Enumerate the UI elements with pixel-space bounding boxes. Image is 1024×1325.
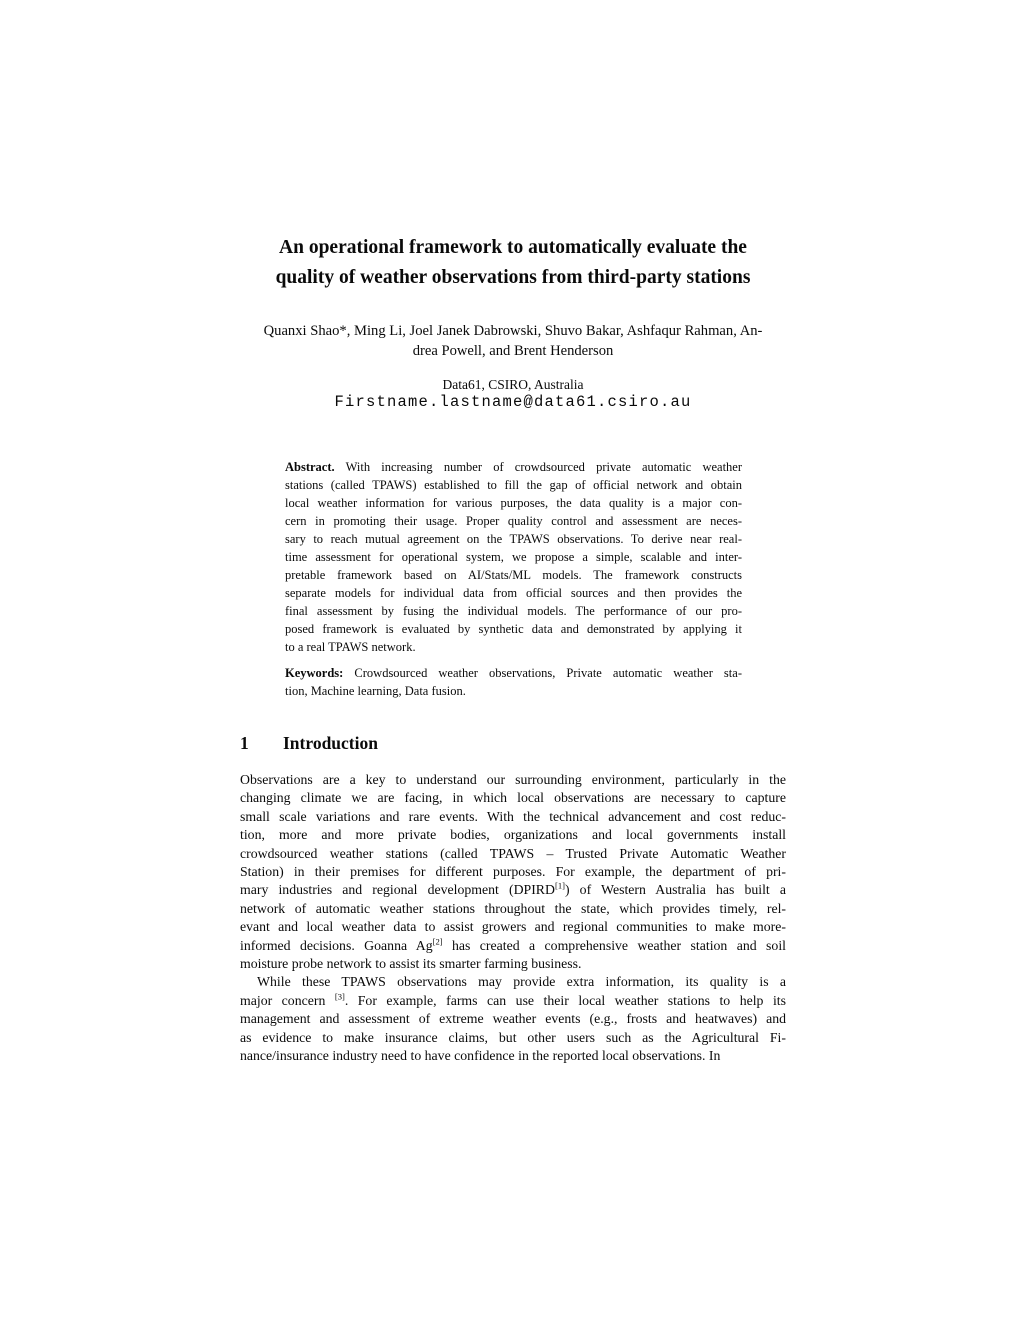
text-line: crowdsourced weather stations (called TPAWS – Trusted Private Automatic Weather (240, 845, 786, 861)
keywords (285, 664, 742, 700)
text-line: informed decisions. Goanna Ag[2] has created a comprehensive weather station and soil (240, 936, 786, 953)
affiliation: Data61, CSIRO, Australia (442, 377, 584, 392)
section-title: Introduction (283, 733, 378, 753)
text-line: as evidence to make insurance claims, but other users such as the Agricultural Fi- (240, 1029, 786, 1045)
text-line: final assessment by fusing the individual models. The performance of our pro- (285, 604, 742, 618)
text-line: separate models for individual data from official sources and then provides the (285, 586, 742, 600)
text-line: evant and local weather data to assist growers and regional communities to make more- (240, 919, 786, 935)
text-line: Observations are a key to understand our surrounding environment, particularly in the (240, 772, 786, 787)
text-line: small scale variations and rare events. With the technical advancement and cost reduc- (240, 808, 786, 824)
introduction-body (240, 771, 786, 1066)
text-line: Quanxi Shao*, Ming Li, Joel Janek Dabrowski, Shuvo Bakar, Ashfaqur Rahman, An- (263, 323, 763, 339)
text-line: Keywords: Crowdsourced weather observations, Private automatic weather sta- (285, 666, 742, 680)
text-line: An operational framework to automatically evaluate the (279, 237, 747, 258)
abstract (285, 458, 742, 656)
text-line: drea Powell, and Brent Henderson (412, 342, 614, 359)
text-line: mary industries and regional development (DPIRD[1]) of Western Australia has built a (240, 880, 786, 898)
text-line: changing climate we are facing, in which local observations are necessary to capture (240, 790, 786, 806)
text-line: tion, more and more private bodies, organizations and local governments install (240, 827, 786, 843)
text-line: posed framework is evaluated by synthetic data and demonstrated by applying it (285, 622, 742, 636)
text-line: While these TPAWS observations may provide extra information, its quality is a (257, 974, 786, 990)
paper-title (240, 233, 786, 293)
text-line: pretable framework based on AI/Stats/ML models. The framework constructs (285, 568, 742, 582)
text-line: quality of weather observations from third-party stations (275, 267, 751, 288)
text-line: sary to reach mutual agreement on the TPAWS observations. To derive near real- (285, 532, 742, 546)
text-line: management and assessment of extreme weather events (e.g., frosts and heatwaves) and (240, 1011, 786, 1027)
text-line: nance/insurance industry need to have confidence in the reported local observations. In (240, 1048, 721, 1064)
section-number: 1 (240, 733, 249, 753)
text-line: network of automatic weather stations throughout the state, which provides timely, rel- (240, 900, 786, 916)
section-heading (240, 731, 786, 755)
text-line: to a real TPAWS network. (285, 640, 416, 654)
intro-paragraph-2 (240, 973, 786, 1065)
text-line: major concern [3]. For example, farms can use their local weather stations to help its (240, 991, 786, 1008)
author-list (240, 322, 786, 361)
text-line: Abstract. With increasing number of crowdsourced private automatic weather (285, 460, 742, 474)
contact-email: Firstname.lastname@data61.csiro.au (334, 393, 692, 411)
text-line: tion, Machine learning, Data fusion. (285, 684, 466, 698)
text-line: moisture probe network to assist its smarter farming business. (240, 956, 582, 972)
text-line: local weather information for various purposes, the data quality is a major con- (285, 496, 742, 510)
intro-paragraph-1 (240, 771, 786, 973)
text-line: Station) in their premises for different purposes. For example, the department of pri- (240, 864, 786, 880)
text-line: stations (called TPAWS) established to fill the gap of official network and obtain (285, 478, 742, 492)
text-line: cern in promoting their usage. Proper quality control and assessment are neces- (285, 514, 742, 528)
text-line: time assessment for operational system, we propose a simple, scalable and inter- (285, 550, 742, 564)
